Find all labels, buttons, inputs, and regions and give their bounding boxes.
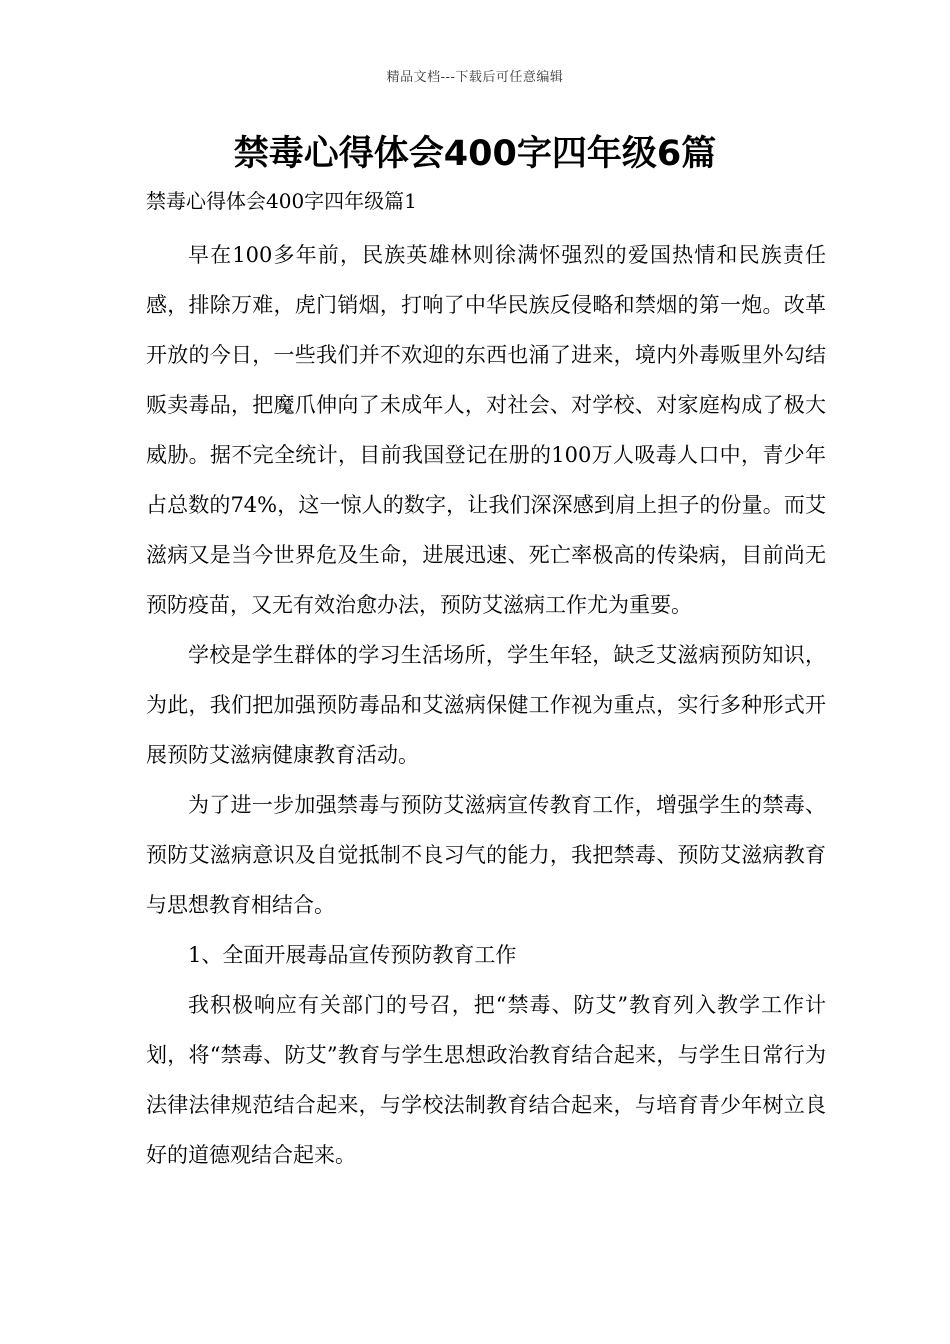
section-subtitle: 禁毒心得体会400字四年级篇1 [146,189,417,213]
document-title: 禁毒心得体会400字四年级6篇 [233,134,717,174]
paragraph: 我积极响应有关部门的号召，把“禁毒、防艾”教育列入教学工作计划，将“禁毒、防艾”教育与学生思想政治教育结合起来，与学生日常行为法律法律规范结合起来，与学校法制教育结合起来，与培育青少年树立良好的道德观结合起来。 [146,993,826,1167]
paragraph: 为了进一步加强禁毒与预防艾滋病宣传教育工作，增强学生的禁毒、预防艾滋病意识及自觉抵制不良习气的能力，我把禁毒、预防艾滋病教育与思想教育相结合。 [146,793,826,917]
paragraph: 早在100多年前，民族英雄林则徐满怀强烈的爱国热情和民族责任感，排除万难，虎门销烟，打响了中华民族反侵略和禁烟的第一炮。改革开放的今日，一些我们并不欢迎的东西也涌了进来，境内外毒贩里外勾结贩卖毒品，把魔爪伸向了未成年人，对社会、对学校、对家庭构成了极大威胁。据不完全统计，目前我国登记在册的100万人吸毒人口中，青少年占总数的74%，这一惊人的数字，让我们深深感到肩上担子的份量。而艾滋病又是当今世界危及生命，进展迅速、死亡率极高的传染病，目前尚无预防疫苗，又无有效治愈办法，预防艾滋病工作尤为重要。 [146,243,826,617]
paragraph: 学校是学生群体的学习生活场所，学生年轻，缺乏艾滋病预防知识，为此，我们把加强预防毒品和艾滋病保健工作视为重点，实行多种形式开展预防艾滋病健康教育活动。 [146,643,826,767]
body-text [146,230,826,1180]
section-heading: 1、全面开展毒品宣传预防教育工作 [188,943,517,967]
header-note: 精品文档---下载后可任意编辑 [386,70,564,85]
